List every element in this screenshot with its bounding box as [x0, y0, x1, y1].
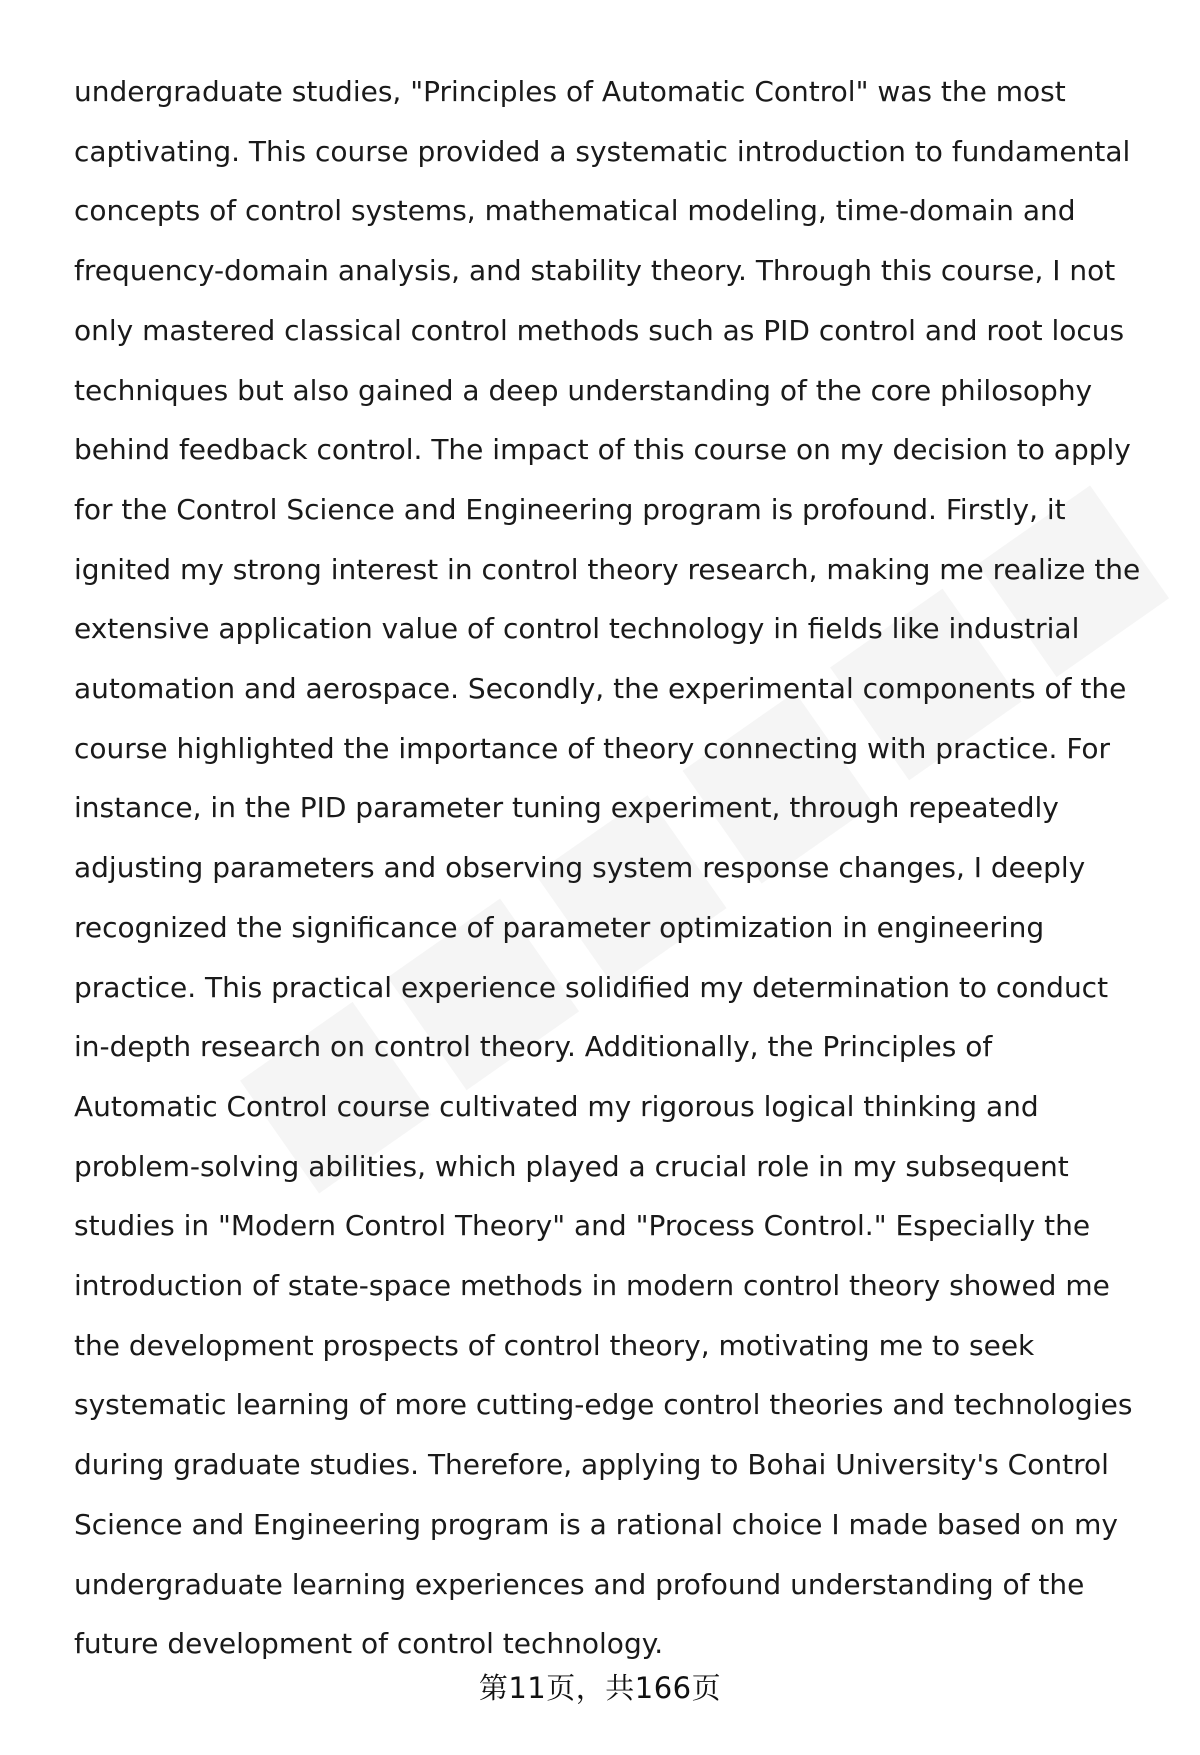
text-line: problem-solving abilities, which played a crucial role in my subsequent — [74, 1149, 1069, 1183]
text-line: behind feedback control. The impact of this course on my decision to apply — [74, 433, 1131, 467]
text-line: extensive application value of control technology in fields like industrial — [74, 612, 1080, 646]
page-number-footer: 第11页，共166页 — [478, 1671, 722, 1705]
text-line: systematic learning of more cutting-edge control theories and technologies — [74, 1388, 1133, 1422]
body-paragraph — [74, 62, 1164, 1674]
text-line: Automatic Control course cultivated my rigorous logical thinking and — [74, 1089, 1039, 1123]
text-line: introduction of state-space methods in modern control theory showed me — [74, 1269, 1110, 1303]
text-line: practice. This practical experience solidified my determination to conduct — [74, 970, 1109, 1004]
text-line: course highlighted the importance of theory connecting with practice. For — [74, 731, 1111, 765]
text-line: in-depth research on control theory. Additionally, the Principles of — [74, 1030, 993, 1064]
text-line: for the Control Science and Engineering program is profound. Firstly, it — [74, 492, 1066, 526]
text-line: techniques but also gained a deep understanding of the core philosophy — [74, 373, 1093, 407]
text-line: captivating. This course provided a systematic introduction to fundamental — [74, 134, 1131, 168]
text-line: future development of control technology. — [74, 1627, 664, 1661]
text-line: automation and aerospace. Secondly, the experimental components of the — [74, 672, 1127, 706]
text-line: Science and Engineering program is a rational choice I made based on my — [74, 1507, 1118, 1541]
text-line: recognized the significance of parameter optimization in engineering — [74, 910, 1045, 944]
text-line: during graduate studies. Therefore, applying to Bohai University's Control — [74, 1448, 1109, 1482]
text-line: only mastered classical control methods such as PID control and root locus — [74, 313, 1125, 347]
text-line: ignited my strong interest in control theory research, making me realize the — [74, 552, 1141, 586]
text-line: concepts of control systems, mathematical modeling, time-domain and — [74, 194, 1076, 228]
text-line: undergraduate studies, "Principles of Automatic Control" was the most — [74, 75, 1066, 108]
text-line: adjusting parameters and observing system response changes, I deeply — [74, 851, 1086, 885]
text-line: the development prospects of control theory, motivating me to seek — [74, 1328, 1035, 1362]
text-line: instance, in the PID parameter tuning experiment, through repeatedly — [74, 791, 1059, 825]
text-line: studies in "Modern Control Theory" and "Process Control." Especially the — [74, 1209, 1091, 1243]
text-line: frequency-domain analysis, and stability theory. Through this course, I not — [74, 254, 1116, 288]
text-line: undergraduate learning experiences and profound understanding of the — [74, 1567, 1085, 1601]
